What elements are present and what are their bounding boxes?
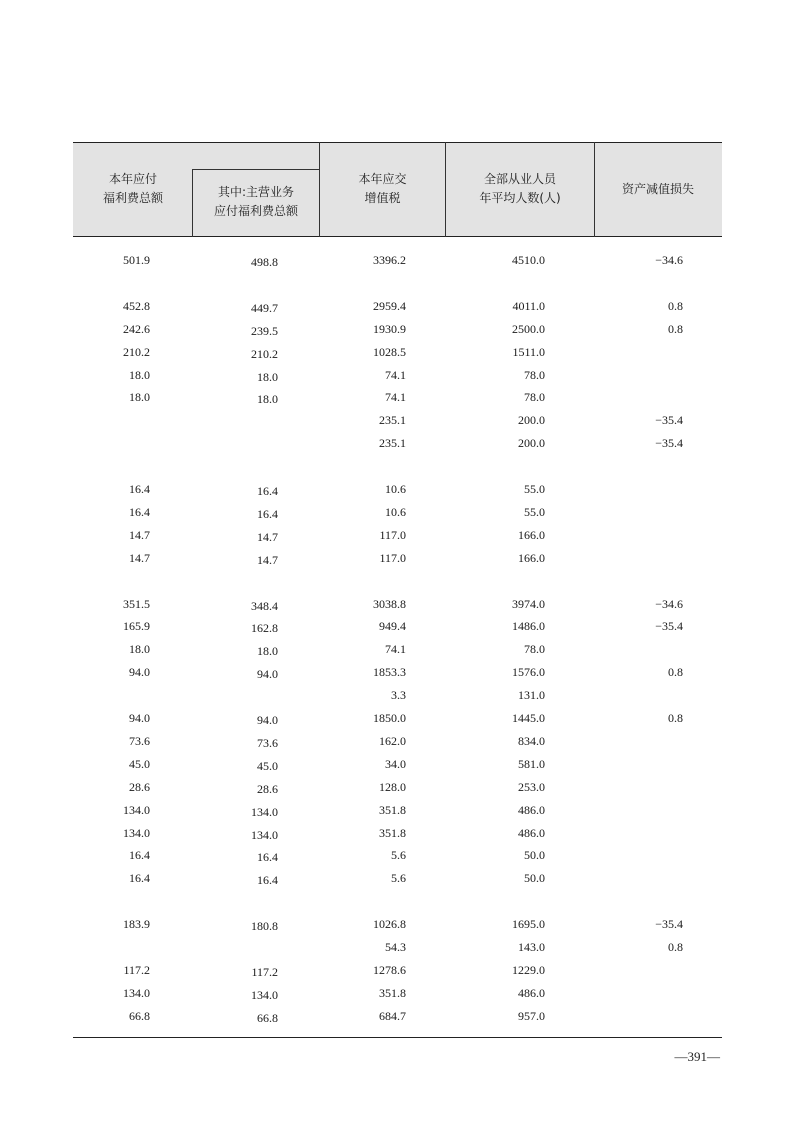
table-cell: 210.2 [251, 346, 278, 361]
table-cell: 5.6 [391, 848, 406, 863]
table-cell: 180.8 [251, 919, 278, 934]
table-cell: 253.0 [518, 779, 545, 794]
table-cell: 14.7 [129, 527, 150, 542]
table-cell: 498.8 [251, 255, 278, 269]
table-cell: 165.9 [123, 619, 150, 634]
page-number: —391— [674, 1049, 720, 1064]
table-cell: 16.4 [257, 506, 278, 521]
table-cell: 94.0 [257, 667, 278, 682]
table-cell: 3.3 [391, 688, 406, 703]
table-cell: 134.0 [123, 802, 150, 817]
header-col5 [603, 180, 713, 199]
table-cell: 28.6 [129, 779, 150, 794]
table-cell: 134.0 [123, 825, 150, 840]
table-cell: 16.4 [129, 848, 150, 863]
table-cell: 235.1 [379, 413, 406, 428]
table-cell: 351.5 [123, 596, 150, 611]
table-cell: 162.8 [251, 621, 278, 636]
table-cell: 50.0 [524, 871, 545, 886]
table-cell: −35.4 [655, 917, 683, 932]
header-col2-line2: 应付福利费总额 [213, 204, 298, 218]
table-cell: 45.0 [257, 758, 278, 773]
table-cell: 351.8 [379, 985, 406, 1000]
table-cell: 94.0 [257, 713, 278, 727]
table-cell: 16.4 [257, 850, 278, 865]
table-cell: 18.0 [257, 644, 278, 659]
table-cell: 2500.0 [512, 321, 545, 336]
table-cell: 166.0 [518, 527, 545, 542]
table-cell: 200.0 [518, 436, 545, 451]
header-col3-line2: 增值税 [364, 191, 401, 205]
table-cell: 486.0 [518, 985, 545, 1000]
table-cell: 73.6 [257, 735, 278, 750]
header-col4 [458, 170, 582, 208]
table-cell: 1278.6 [373, 962, 406, 977]
table-cell: 348.4 [251, 598, 278, 613]
table-cell: −35.4 [655, 436, 683, 451]
table-cell: 131.0 [518, 688, 545, 703]
table-cell: 957.0 [518, 1008, 545, 1023]
table-cell: 18.0 [129, 367, 150, 382]
header-col1-line1: 本年应付 [108, 172, 157, 186]
table-cell: 3038.8 [373, 596, 406, 611]
table-cell: 66.8 [257, 1010, 278, 1025]
table-cell: 117.0 [379, 527, 406, 542]
table-bottom-rule [73, 1037, 722, 1038]
table-cell: 74.1 [385, 367, 406, 382]
table-cell: 16.4 [129, 482, 150, 496]
table-cell: 54.3 [385, 940, 406, 954]
header-divider [594, 142, 595, 237]
table-cell: 0.8 [668, 665, 683, 680]
table-cell: 684.7 [379, 1008, 406, 1023]
table-cell: 10.6 [385, 504, 406, 519]
table-cell: 10.6 [385, 482, 406, 496]
table-cell: 78.0 [524, 367, 545, 382]
table-cell: 14.7 [257, 552, 278, 567]
table-cell: −34.6 [655, 596, 683, 611]
table-cell: 0.8 [668, 321, 683, 336]
table-cell: 134.0 [123, 985, 150, 1000]
table-cell: 18.0 [129, 390, 150, 405]
table-cell: 73.6 [129, 733, 150, 748]
table-cell: 0.8 [668, 940, 683, 954]
table-cell: 1853.3 [373, 665, 406, 680]
table-cell: 1229.0 [512, 962, 545, 977]
table-cell: 143.0 [518, 940, 545, 954]
table-cell: 117.2 [251, 964, 278, 979]
table-cell: 94.0 [129, 665, 150, 680]
table-cell: 134.0 [251, 827, 278, 842]
header-col2-line1: 其中:主营业务 [217, 185, 295, 199]
table-cell: 351.8 [379, 825, 406, 840]
table-cell: 16.4 [257, 484, 278, 498]
header-col1-line2: 福利费总额 [102, 191, 163, 205]
table-cell: 949.4 [379, 619, 406, 634]
table-cell: 166.0 [518, 550, 545, 565]
header-col3-line1: 本年应交 [358, 172, 407, 186]
table-cell: 1486.0 [512, 619, 545, 634]
table-cell: 14.7 [129, 550, 150, 565]
header-divider [319, 142, 320, 237]
table-cell: 34.0 [385, 756, 406, 771]
table-cell: 55.0 [524, 482, 545, 496]
table-cell: 183.9 [123, 917, 150, 932]
table-cell: 14.7 [257, 529, 278, 544]
table-cell: 134.0 [251, 804, 278, 819]
table-cell: 1576.0 [512, 665, 545, 680]
header-subdivider [192, 169, 319, 170]
table-cell: 134.0 [251, 987, 278, 1002]
table-cell: 28.6 [257, 781, 278, 796]
table-cell: 1026.8 [373, 917, 406, 932]
table-cell: 200.0 [518, 413, 545, 428]
table-cell: 239.5 [251, 323, 278, 338]
table-cell: 94.0 [129, 711, 150, 725]
header-col3 [335, 170, 430, 208]
table-cell: 1850.0 [373, 711, 406, 725]
table-cell: 834.0 [518, 733, 545, 748]
table-cell: 45.0 [129, 756, 150, 771]
table-cell: 242.6 [123, 321, 150, 336]
table-cell: 3396.2 [373, 253, 406, 267]
header-col4-line2: 年平均人数(人) [479, 191, 561, 205]
table-cell: 4510.0 [512, 253, 545, 267]
table-cell: 16.4 [129, 871, 150, 886]
table-cell: 117.0 [379, 550, 406, 565]
table-cell: 5.6 [391, 871, 406, 886]
table-cell: 18.0 [257, 369, 278, 384]
table-cell: 1695.0 [512, 917, 545, 932]
table-cell: 4011.0 [512, 298, 545, 313]
table-cell: 486.0 [518, 802, 545, 817]
table-cell: 66.8 [129, 1008, 150, 1023]
table-cell: 501.9 [123, 253, 150, 267]
header-col1 [88, 170, 178, 208]
table-cell: −34.6 [655, 253, 683, 267]
table-cell: 18.0 [257, 392, 278, 407]
table-cell: 16.4 [257, 873, 278, 888]
table-cell: −35.4 [655, 413, 683, 428]
table-cell: −35.4 [655, 619, 683, 634]
header-col4-line1: 全部从业人员 [483, 172, 556, 186]
table-cell: 55.0 [524, 504, 545, 519]
table-cell: 74.1 [385, 642, 406, 657]
table-cell: 1511.0 [512, 344, 545, 359]
table-cell: 1930.9 [373, 321, 406, 336]
table-cell: 1028.5 [373, 344, 406, 359]
table-cell: 0.8 [668, 711, 683, 725]
table-cell: 78.0 [524, 642, 545, 657]
table-cell: 3974.0 [512, 596, 545, 611]
header-divider [445, 142, 446, 237]
table-cell: 162.0 [379, 733, 406, 748]
table-cell: 18.0 [129, 642, 150, 657]
table-cell: 16.4 [129, 504, 150, 519]
table-cell: 78.0 [524, 390, 545, 405]
table-cell: 449.7 [251, 300, 278, 315]
header-col2 [200, 183, 312, 221]
header-col5-line1: 资产减值损失 [621, 182, 694, 196]
table-cell: 452.8 [123, 298, 150, 313]
table-cell: 351.8 [379, 802, 406, 817]
table-cell: 1445.0 [512, 711, 545, 725]
table-cell: 235.1 [379, 436, 406, 451]
table-cell: 117.2 [123, 962, 150, 977]
table-cell: 581.0 [518, 756, 545, 771]
table-cell: 210.2 [123, 344, 150, 359]
header-divider [192, 169, 193, 237]
table-cell: 0.8 [668, 298, 683, 313]
table-cell: 2959.4 [373, 298, 406, 313]
table-cell: 128.0 [379, 779, 406, 794]
table-cell: 50.0 [524, 848, 545, 863]
table-cell: 486.0 [518, 825, 545, 840]
table-cell: 74.1 [385, 390, 406, 405]
